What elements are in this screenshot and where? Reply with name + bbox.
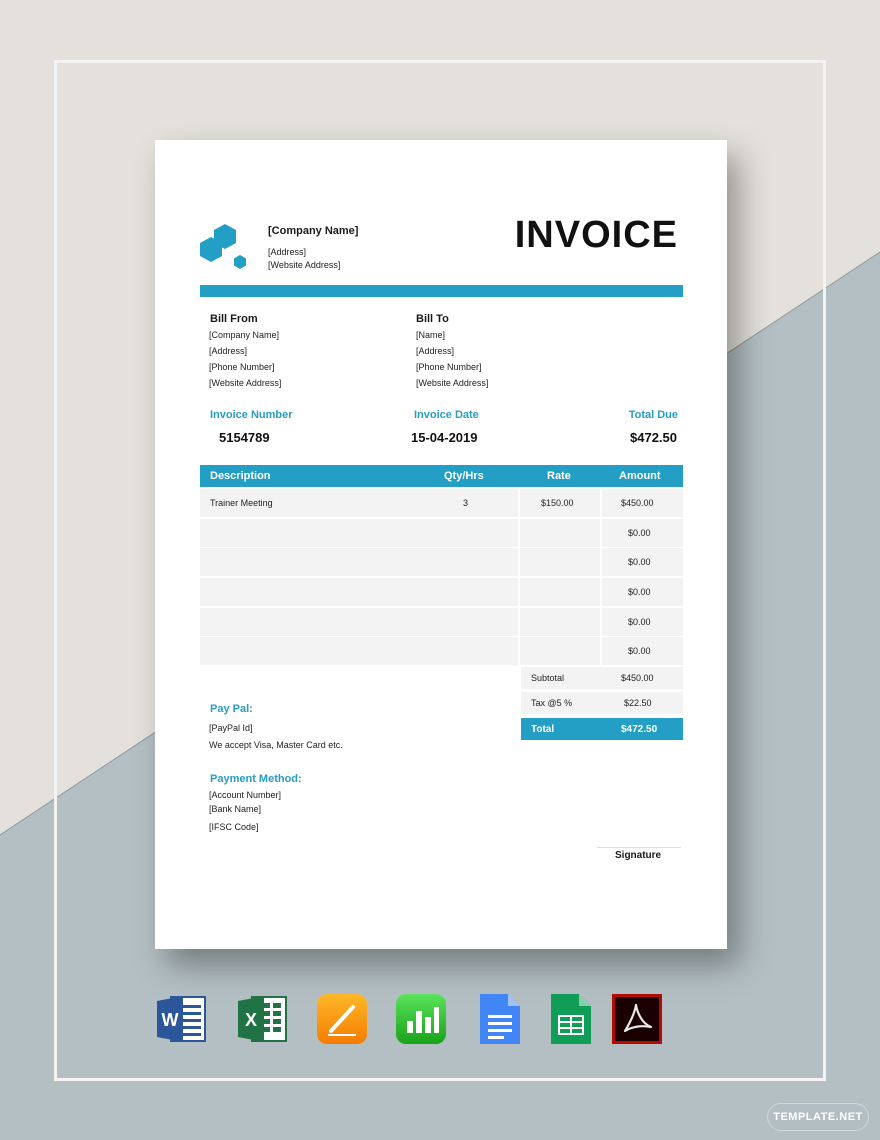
table-row <box>200 637 683 665</box>
bill-to-heading: Bill To <box>416 313 449 325</box>
app-icons-row <box>0 993 880 1045</box>
bill-to-line: [Website Address] <box>416 378 489 388</box>
row-amount: $450.00 <box>621 498 654 508</box>
row-rate: $150.00 <box>541 498 574 508</box>
signature-line <box>597 847 681 848</box>
col-header-description: Description <box>210 470 271 482</box>
row-amount: $0.00 <box>628 587 651 597</box>
items-table-header <box>200 465 683 487</box>
header-rule <box>200 285 683 297</box>
bank-name: [Bank Name] <box>209 804 262 814</box>
template-net-badge[interactable]: TEMPLATE.NET <box>767 1103 869 1131</box>
numbers-icon[interactable] <box>395 993 447 1045</box>
total-due-label: Total Due <box>628 409 678 421</box>
account-number: [Account Number] <box>209 790 282 800</box>
company-name: [Company Name] <box>268 225 359 237</box>
tax-label: Tax @5 % <box>531 698 573 708</box>
row-qty: 3 <box>463 498 469 508</box>
bill-to-line: [Address] <box>416 346 455 356</box>
company-address: [Address] <box>268 247 307 257</box>
bill-from-heading: Bill From <box>210 313 258 325</box>
table-row <box>200 608 683 636</box>
word-icon[interactable] <box>155 993 207 1045</box>
invoice-number-label: Invoice Number <box>210 409 293 421</box>
col-header-amount: Amount <box>619 470 661 482</box>
bill-from-line: [Address] <box>209 346 248 356</box>
col-header-qty: Qty/Hrs <box>444 470 484 482</box>
subtotal-label: Subtotal <box>531 673 565 683</box>
total-due-value: $472.50 <box>630 430 677 445</box>
bill-from-line: [Company Name] <box>209 330 280 340</box>
row-description: Trainer Meeting <box>210 498 273 508</box>
tax-row <box>521 692 683 714</box>
total-label: Total <box>531 724 555 735</box>
payment-method-heading: Payment Method: <box>210 773 302 785</box>
row-amount: $0.00 <box>628 617 651 627</box>
paypal-heading: Pay Pal: <box>210 703 253 715</box>
paypal-note: We accept Visa, Master Card etc. <box>209 740 343 750</box>
row-amount: $0.00 <box>628 646 651 656</box>
google-docs-icon[interactable] <box>474 993 526 1045</box>
invoice-paper <box>155 140 727 949</box>
row-amount: $0.00 <box>628 528 651 538</box>
table-row <box>200 548 683 576</box>
bill-to-line: [Name] <box>416 330 446 340</box>
paypal-id: [PayPal Id] <box>209 723 253 733</box>
total-value: $472.50 <box>621 724 658 735</box>
subtotal-row <box>521 667 683 689</box>
svg-text:W: W <box>161 1010 179 1030</box>
bill-from-line: [Phone Number] <box>209 362 275 372</box>
bill-from-line: [Website Address] <box>209 378 282 388</box>
invoice-date-label: Invoice Date <box>414 409 479 421</box>
subtotal-value: $450.00 <box>621 673 654 683</box>
table-row <box>200 519 683 547</box>
col-header-rate: Rate <box>547 470 571 482</box>
table-row <box>200 578 683 606</box>
table-row <box>200 489 683 517</box>
tax-value: $22.50 <box>624 698 652 708</box>
company-website: [Website Address] <box>268 260 341 270</box>
acrobat-icon[interactable] <box>611 993 663 1045</box>
invoice-title: INVOICE <box>514 214 678 256</box>
svg-text:X: X <box>244 1010 258 1030</box>
ifsc-code: [IFSC Code] <box>209 822 259 832</box>
company-logo-icon <box>199 222 251 272</box>
excel-icon[interactable] <box>236 993 288 1045</box>
invoice-date-value: 15-04-2019 <box>411 430 478 445</box>
invoice-number-value: 5154789 <box>219 430 270 445</box>
total-row <box>521 718 683 740</box>
pages-icon[interactable] <box>316 993 368 1045</box>
row-amount: $0.00 <box>628 557 651 567</box>
bill-to-line: [Phone Number] <box>416 362 482 372</box>
google-sheets-icon[interactable] <box>545 993 597 1045</box>
signature-label: Signature <box>615 850 662 861</box>
